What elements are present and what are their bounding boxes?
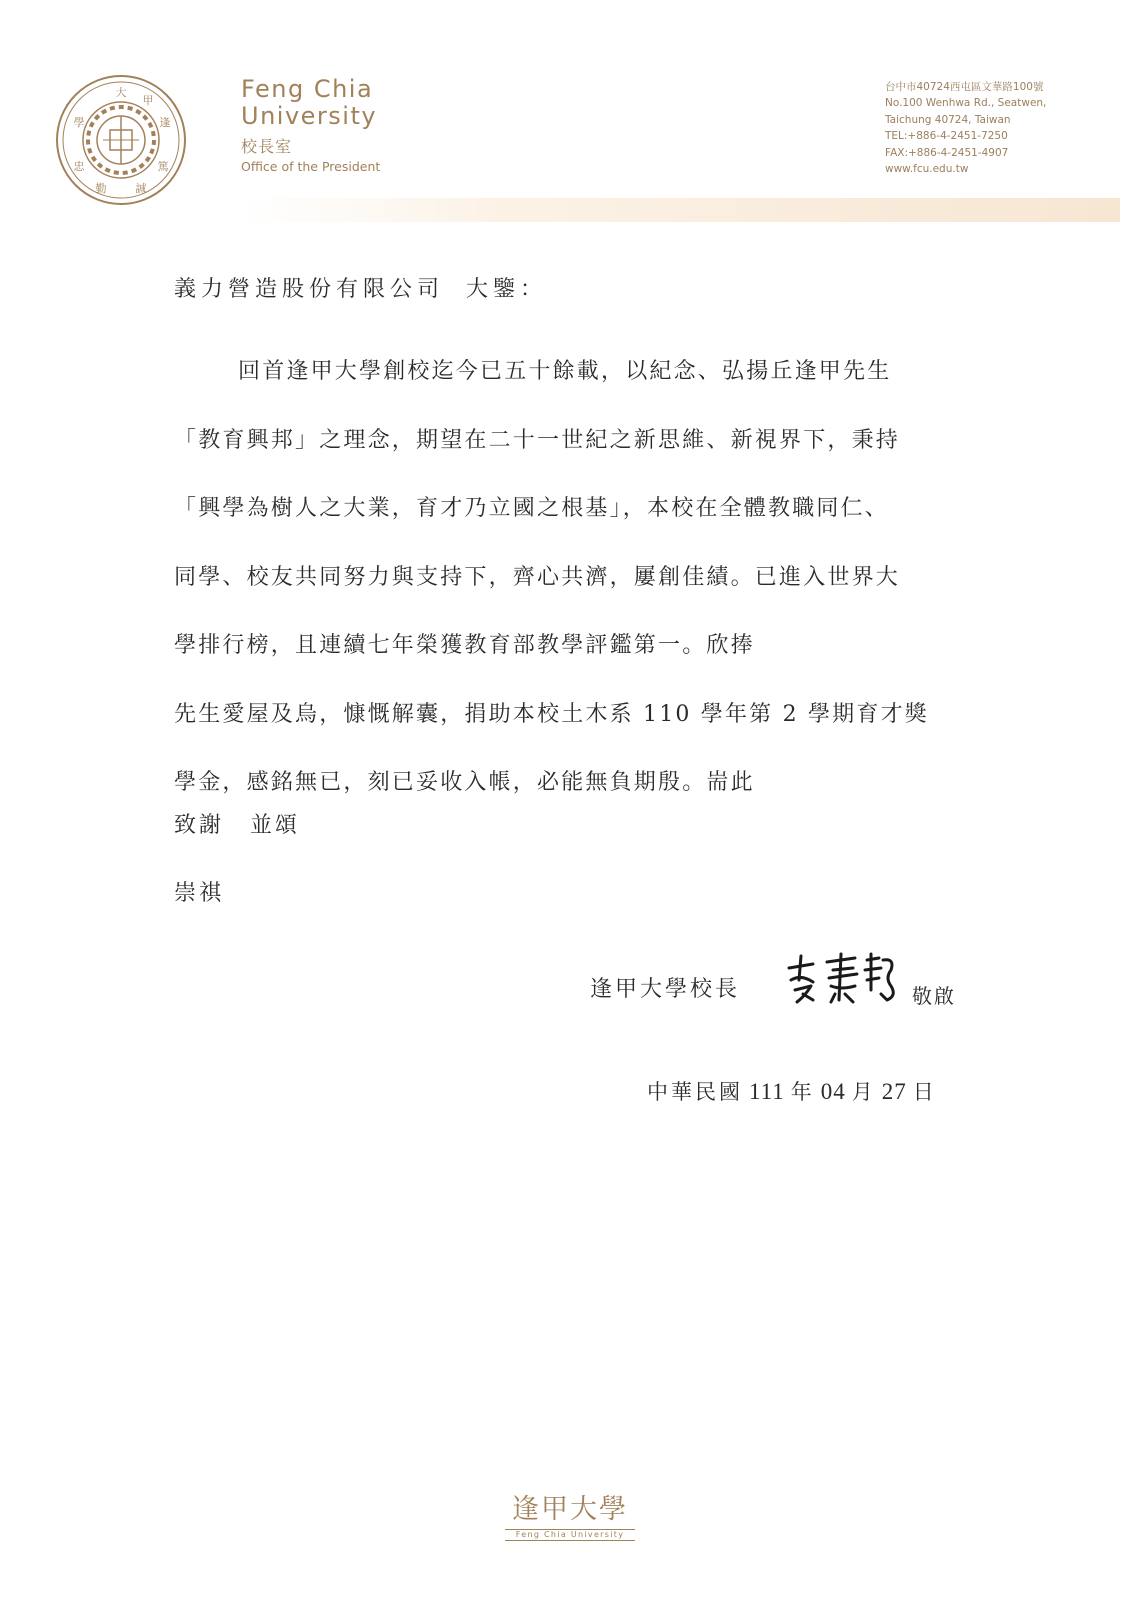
- signature-suffix: 敬啟: [912, 984, 956, 1008]
- closing-regards: [174, 876, 224, 907]
- date-day-unit: 日: [912, 1080, 937, 1104]
- closing-thanks: [174, 808, 300, 839]
- contact-address-en-1: No.100 Wenhwa Rd., Seatwen,: [885, 97, 1047, 110]
- seal-char: 誠: [135, 182, 147, 195]
- body-line: 學排行榜，且連續七年榮獲教育部教學評鑑第一。欣捧: [174, 633, 755, 658]
- date-month: 04: [820, 1079, 846, 1104]
- contact-fax: FAX:+886-4-2451-4907: [885, 146, 1009, 159]
- body-line: 「興學為樹人之大業，育才乃立國之根基」，本校在全體教職同仁、: [174, 496, 890, 521]
- date-month-unit: 月: [851, 1080, 876, 1104]
- body-line: 先生愛屋及烏，慷慨解囊，捐助本校土木系 110 學年第 2 學期育才獎: [174, 701, 929, 727]
- signer-title: 逢甲大學校長: [590, 977, 741, 1002]
- university-name-en-line1: Feng Chia: [241, 75, 374, 103]
- body-line: 「教育興邦」之理念，期望在二十一世紀之新思維、新視界下，秉持: [174, 427, 901, 453]
- footer-name-zh: 逢甲大學: [512, 1494, 628, 1525]
- date-day: 27: [881, 1079, 907, 1104]
- seal-char: 逢: [159, 116, 171, 129]
- contact-website: www.fcu.edu.tw: [885, 163, 969, 176]
- seal-char: 大: [115, 86, 127, 99]
- salutation: [174, 272, 547, 303]
- handwritten-signature: [783, 935, 903, 1010]
- closing-regards-text: 崇祺: [174, 881, 225, 906]
- footer-name-en: Feng Chia University: [505, 1529, 635, 1541]
- contact-address-zh: 台中市40724西屯區文華路100號: [885, 81, 1044, 93]
- body-line: 同學、校友共同努力與支持下，齊心共濟，屢創佳績。已進入世界大: [174, 564, 901, 590]
- seal-char: 勤: [95, 182, 107, 195]
- footer-logo: [505, 1494, 635, 1541]
- body-line: 學金，感銘無已，刻已妥收入帳，必能無負期殷。耑此: [174, 770, 755, 795]
- date-era: 中華民國: [647, 1080, 743, 1104]
- date-year-unit: 年: [790, 1080, 815, 1104]
- letterhead-brand: [241, 76, 380, 174]
- contact-block: [885, 79, 1046, 177]
- contact-tel: TEL:+886-4-2451-7250: [885, 130, 1008, 143]
- signer-name: 李秉乾: [783, 935, 832, 954]
- closing-thanks-text: 致謝: [174, 813, 225, 838]
- letter-date: [647, 1076, 937, 1106]
- recipient-honorific: 大鑒：: [466, 277, 548, 302]
- university-name-en-line2: University: [241, 102, 378, 130]
- recipient-name: 義力營造股份有限公司: [174, 277, 445, 302]
- date-year: 111: [749, 1079, 785, 1104]
- letterhead-divider-band: [240, 198, 1120, 222]
- seal-char: 甲: [142, 94, 154, 107]
- seal-char: 篤: [157, 160, 169, 173]
- seal-char: 忠: [73, 160, 85, 173]
- university-seal-logo: [55, 74, 187, 206]
- office-name-en: Office of the President: [241, 159, 381, 174]
- seal-char: 學: [73, 116, 85, 129]
- body-line: 回首逢甲大學創校迄今已五十餘載，以紀念、弘揚丘逢甲先生: [238, 359, 892, 384]
- office-name-zh: 校長室: [241, 137, 293, 156]
- contact-address-en-2: Taichung 40724, Taiwan: [885, 113, 1011, 126]
- letter-body: [174, 338, 966, 818]
- closing-wish-text: 並頌: [250, 813, 301, 838]
